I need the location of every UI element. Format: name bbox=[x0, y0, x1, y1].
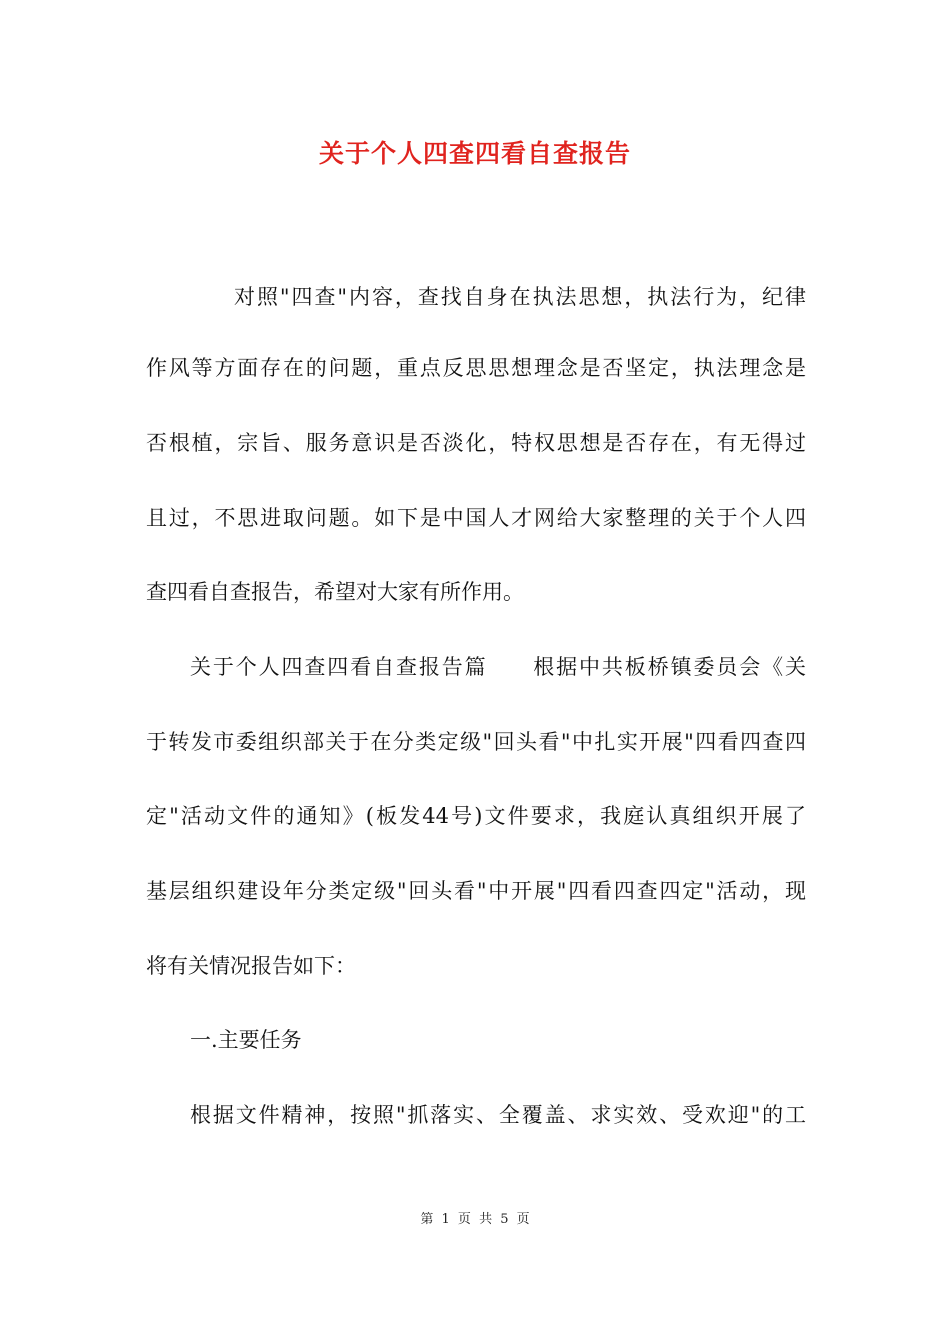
footer-total-prefix: 共 bbox=[479, 1212, 493, 1227]
section-heading: 一.主要任务 bbox=[190, 1028, 302, 1052]
paragraph-line: 根据文件精神，按照"抓落实、全覆盖、求实效、受欢迎"的工 bbox=[190, 1103, 806, 1127]
document-title: 关于个人四查四看自查报告 bbox=[318, 139, 631, 168]
paragraph-line: 于转发市委组织部关于在分类定级"回头看"中扎实开展"四看四查四 bbox=[146, 730, 806, 754]
footer-prefix: 第 bbox=[420, 1212, 434, 1227]
paragraph-line: 否根植，宗旨、服务意识是否淡化，特权思想是否存在，有无得过 bbox=[146, 431, 806, 455]
paragraph-line: 将有关情况报告如下： bbox=[146, 954, 356, 978]
paragraph-line: 基层组织建设年分类定级"回头看"中开展"四看四查四定"活动，现 bbox=[146, 879, 806, 903]
paragraph-line: 关于个人四查四看自查报告篇 根据中共板桥镇委员会《关 bbox=[190, 655, 806, 679]
paragraph-line: 定"活动文件的通知》(板发44号)文件要求，我庭认真组织开展了 bbox=[146, 804, 806, 828]
page-footer bbox=[0, 1208, 950, 1227]
footer-total-pages: 5 bbox=[500, 1212, 509, 1227]
footer-current-page: 1 bbox=[441, 1212, 450, 1227]
paragraph-line: 对照"四查"内容，查找自身在执法思想，执法行为，纪律 bbox=[234, 285, 806, 309]
footer-page-word: 页 bbox=[457, 1212, 471, 1227]
footer-suffix: 页 bbox=[516, 1212, 530, 1227]
paragraph-line: 作风等方面存在的问题，重点反思思想理念是否坚定，执法理念是 bbox=[146, 356, 806, 380]
paragraph-line: 查四看自查报告，希望对大家有所作用。 bbox=[146, 580, 524, 604]
paragraph-line: 且过，不思进取问题。如下是中国人才网给大家整理的关于个人四 bbox=[146, 506, 806, 530]
